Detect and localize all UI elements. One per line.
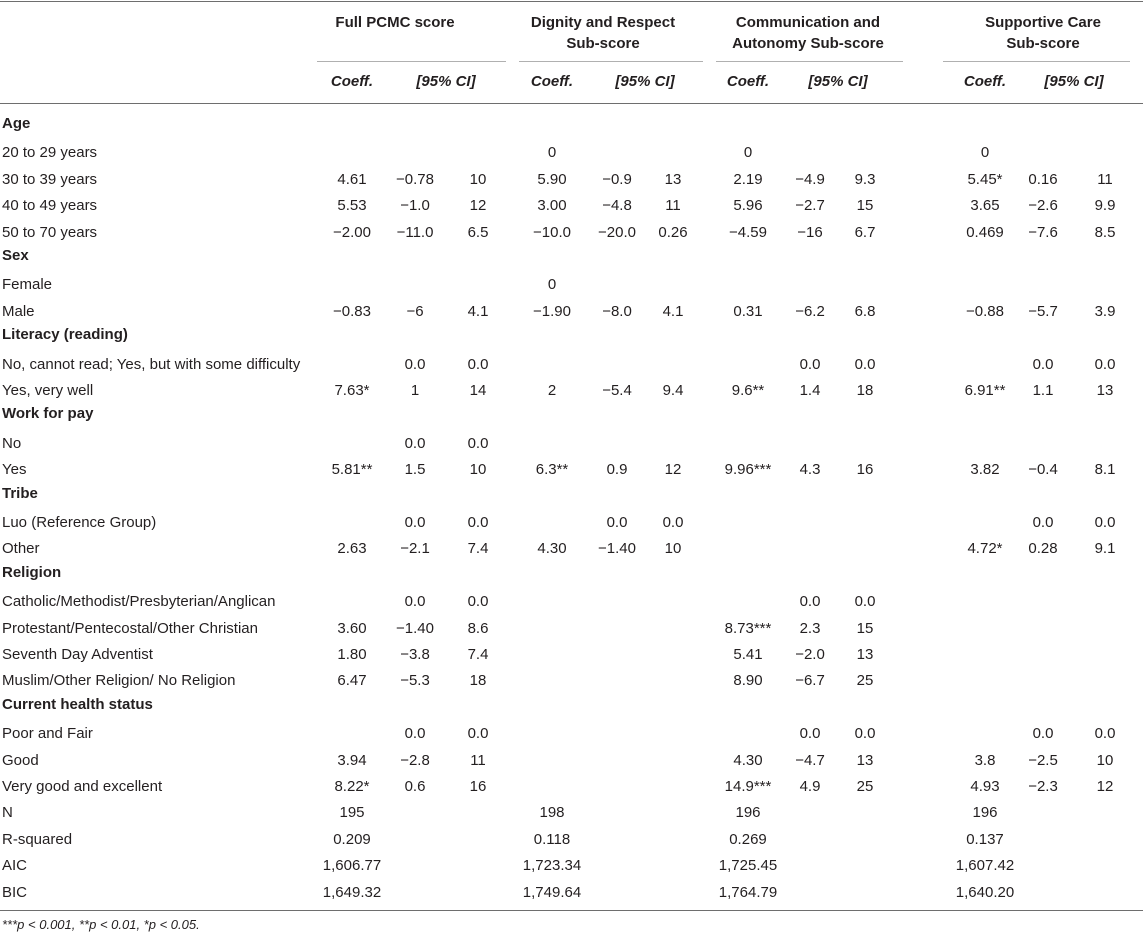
table-cell: −4.59 — [729, 223, 767, 241]
table-cell: 8.90 — [733, 672, 763, 690]
table-cell: 25 — [856, 672, 874, 690]
row-label: N — [2, 804, 13, 822]
table-cell: 0.0 — [404, 434, 426, 452]
table-cell: 0.0 — [467, 355, 489, 373]
group-header-line: Supportive Care — [985, 14, 1101, 31]
section-heading: Religion — [2, 563, 62, 581]
ci-header: [95% CI] — [1044, 73, 1104, 90]
footnote: ***p < 0.001, **p < 0.01, *p < 0.05. — [2, 917, 200, 932]
table-cell: 0.0 — [404, 593, 426, 611]
table-cell: 7.4 — [467, 646, 489, 663]
table-cell: 0.0 — [467, 434, 489, 452]
table-cell: 0.0 — [467, 725, 489, 743]
group-rule — [943, 61, 1130, 62]
table-cell: −0.4 — [1028, 461, 1058, 479]
row-label: 50 to 70 years — [2, 223, 98, 241]
coeff-header: Coeff. — [963, 73, 1007, 90]
table-cell: 195 — [339, 804, 365, 822]
table-cell: −6.2 — [795, 302, 825, 320]
ci-header: [95% CI] — [615, 73, 675, 90]
row-label: 20 to 29 years — [2, 144, 98, 162]
row-label: AIC — [2, 857, 28, 875]
row-label: Muslim/Other Religion/ No Religion — [2, 672, 236, 690]
table-cell: 0.28 — [1028, 540, 1058, 558]
table-cell: 14.9*** — [724, 778, 772, 795]
group-header-line: Dignity and Respect — [530, 14, 676, 31]
table-cell: 9.6** — [731, 382, 765, 399]
table-cell: 9.1 — [1094, 540, 1116, 558]
table-cell: 0.0 — [1094, 355, 1116, 373]
table-cell: 0.0 — [854, 725, 876, 743]
row-label: BIC — [2, 883, 28, 901]
table-cell: 13 — [856, 646, 874, 663]
table-cell: 11 — [470, 751, 486, 769]
table-cell: 12 — [469, 197, 487, 215]
table-cell: 4.30 — [537, 540, 567, 558]
table-cell: 0.0 — [799, 725, 821, 743]
table-cell: 7.63* — [334, 382, 370, 399]
row-label: R-squared — [2, 830, 73, 848]
table-cell: 0.16 — [1028, 170, 1058, 188]
table-cell: 0.0 — [467, 514, 489, 531]
table-cell: 0 — [547, 276, 557, 294]
row-label: Yes, very well — [2, 382, 94, 399]
table-cell: −5.7 — [1028, 302, 1058, 320]
table-cell: 0.26 — [658, 223, 688, 241]
table-cell: 5.81** — [331, 461, 373, 479]
table-cell: 7.4 — [467, 540, 489, 558]
table-cell: 18 — [856, 382, 874, 399]
table-cell: 1,749.64 — [522, 883, 582, 901]
row-label: Yes — [2, 461, 27, 479]
table-cell: 1,607.42 — [955, 857, 1015, 875]
bottom-rule — [0, 910, 1143, 911]
table-cell: 0.0 — [404, 514, 426, 531]
group-header — [493, 12, 713, 54]
table-cell: 0.0 — [467, 593, 489, 611]
section-heading: Current health status — [2, 695, 153, 713]
table-cell: 6.47 — [337, 672, 367, 690]
table-cell: −0.88 — [966, 302, 1004, 320]
coeff-header: Coeff. — [330, 73, 374, 90]
table-cell: −7.6 — [1028, 223, 1058, 241]
section-heading: Work for pay — [2, 405, 94, 423]
table-cell: −1.40 — [396, 619, 434, 637]
table-cell: −2.1 — [400, 540, 430, 558]
table-cell: 10 — [1096, 751, 1114, 769]
table-cell: 5.90 — [537, 170, 567, 188]
group-header-line: Communication and — [735, 14, 881, 31]
table-cell: 3.00 — [537, 197, 567, 215]
table-cell: −20.0 — [598, 223, 636, 241]
top-rule — [0, 1, 1143, 2]
row-label: Seventh Day Adventist — [2, 646, 153, 663]
table-cell: 5.53 — [337, 197, 367, 215]
table-cell: 6.8 — [854, 302, 876, 320]
table-cell: 25 — [856, 778, 874, 795]
group-header-line: Full PCMC score — [335, 14, 455, 31]
table-cell: 0.0 — [854, 355, 876, 373]
table-cell: 6.3** — [535, 461, 569, 479]
table-cell: 1,723.34 — [522, 857, 582, 875]
table-cell: 1.5 — [404, 461, 426, 479]
table-cell: −0.83 — [333, 302, 371, 320]
table-cell: −1.0 — [400, 197, 430, 215]
table-cell: 9.96*** — [724, 461, 772, 479]
table-cell: 9.9 — [1094, 197, 1116, 215]
table-cell: 3.65 — [970, 197, 1000, 215]
table-cell: 8.6 — [467, 619, 489, 637]
table-cell: 4.61 — [337, 170, 367, 188]
table-cell: 4.9 — [799, 778, 821, 795]
table-cell: 2.19 — [733, 170, 763, 188]
ci-header: [95% CI] — [416, 73, 476, 90]
table-cell: −11.0 — [396, 223, 434, 241]
table-cell: 12 — [1096, 778, 1114, 795]
table-cell: 3.9 — [1094, 302, 1116, 320]
table-cell: 0.269 — [729, 830, 767, 848]
table-cell: 4.3 — [799, 461, 821, 479]
table-cell: 0.469 — [966, 223, 1004, 241]
table-cell: 8.73*** — [724, 619, 772, 637]
table-cell: −4.9 — [795, 170, 825, 188]
row-label: Good — [2, 751, 39, 769]
row-label: Protestant/Pentecostal/Other Christian — [2, 619, 258, 637]
section-heading: Sex — [2, 247, 29, 264]
table-cell: −8.0 — [602, 302, 632, 320]
table-cell: −2.3 — [1028, 778, 1058, 795]
table-cell: 0.209 — [333, 830, 371, 848]
row-label: No — [2, 434, 22, 452]
table-cell: 15 — [856, 197, 874, 215]
row-label: Female — [2, 276, 53, 294]
table-cell: 11 — [1097, 170, 1113, 188]
table-cell: 1,725.45 — [718, 857, 778, 875]
table-cell: 5.45* — [967, 170, 1003, 188]
table-cell: 3.60 — [337, 619, 367, 637]
table-cell: −0.78 — [396, 170, 434, 188]
table-cell: 1,649.32 — [322, 883, 382, 901]
table-cell: 0.0 — [404, 725, 426, 743]
table-cell: 3.8 — [974, 751, 996, 769]
table-cell: −5.4 — [602, 382, 632, 399]
table-cell: −10.0 — [533, 223, 571, 241]
table-cell: 5.96 — [733, 197, 763, 215]
table-cell: 1.80 — [337, 646, 367, 663]
table-cell: −2.7 — [795, 197, 825, 215]
table-cell: 0.0 — [404, 355, 426, 373]
table-cell: 6.5 — [467, 223, 489, 241]
table-cell: 3.82 — [970, 461, 1000, 479]
table-cell: 0.0 — [1032, 355, 1054, 373]
table-cell: 0 — [980, 144, 990, 162]
table-cell: 0.137 — [966, 830, 1004, 848]
table-cell: 2.3 — [799, 619, 821, 637]
coeff-header: Coeff. — [530, 73, 574, 90]
table-cell: 0.0 — [1094, 725, 1116, 743]
group-header — [933, 12, 1143, 54]
table-cell: −6.7 — [795, 672, 825, 690]
table-cell: −16 — [797, 223, 823, 241]
table-cell: 0.0 — [606, 514, 628, 531]
table-cell: 6.91** — [964, 382, 1006, 399]
table-cell: 4.93 — [970, 778, 1000, 795]
table-cell: −2.0 — [795, 646, 825, 663]
table-cell: −3.8 — [400, 646, 430, 663]
table-cell: 0 — [547, 144, 557, 162]
ci-header: [95% CI] — [808, 73, 868, 90]
section-heading: Age — [2, 115, 31, 132]
table-cell: 9.3 — [854, 170, 876, 188]
table-cell: −2.5 — [1028, 751, 1058, 769]
table-cell: 4.1 — [662, 302, 684, 320]
row-label: No, cannot read; Yes, but with some difficulty — [2, 355, 301, 373]
table-cell: −4.8 — [602, 197, 632, 215]
group-rule — [317, 61, 506, 62]
coeff-header: Coeff. — [726, 73, 770, 90]
section-heading: Literacy (reading) — [2, 326, 128, 344]
table-cell: 1,606.77 — [322, 857, 382, 875]
row-label: Poor and Fair — [2, 725, 93, 743]
table-cell: 1,764.79 — [718, 883, 778, 901]
group-header-line: Sub-score — [566, 35, 640, 52]
table-cell: 0.31 — [733, 302, 763, 320]
group-rule — [519, 61, 703, 62]
row-label: Very good and excellent — [2, 778, 163, 795]
table-cell: −2.00 — [333, 223, 371, 241]
group-header — [698, 12, 918, 54]
table-cell: 4.72* — [967, 540, 1003, 558]
table-cell: 196 — [972, 804, 998, 822]
row-label: 40 to 49 years — [2, 197, 98, 215]
row-label: Luo (Reference Group) — [2, 514, 157, 531]
table-cell: 15 — [856, 619, 874, 637]
table-cell: 0.6 — [404, 778, 426, 795]
table-cell: −2.8 — [400, 751, 430, 769]
table-cell: −2.6 — [1028, 197, 1058, 215]
table-cell: 6.7 — [854, 223, 876, 241]
table-cell: 8.1 — [1094, 461, 1116, 479]
table-cell: 0.0 — [1094, 514, 1116, 531]
table-cell: −1.90 — [533, 302, 571, 320]
group-header — [285, 12, 505, 33]
table-cell: 2 — [547, 382, 557, 399]
table-cell: 10 — [469, 461, 487, 479]
table-cell: 0 — [743, 144, 753, 162]
table-cell: 0.0 — [1032, 725, 1054, 743]
table-cell: 1.4 — [799, 382, 821, 399]
table-cell: 0.0 — [854, 593, 876, 611]
group-header-line: Autonomy Sub-score — [732, 35, 884, 52]
table-cell: −5.3 — [400, 672, 430, 690]
table-cell: 0.0 — [662, 514, 684, 531]
table-cell: 0.0 — [1032, 514, 1054, 531]
table-cell: −6 — [406, 302, 424, 320]
table-cell: 1,640.20 — [955, 883, 1015, 901]
table-cell: 12 — [664, 461, 682, 479]
table-cell: 1.1 — [1032, 382, 1054, 399]
table-cell: 13 — [664, 170, 682, 188]
table-cell: 0.9 — [606, 461, 628, 479]
table-cell: 9.4 — [662, 382, 684, 399]
table-cell: −1.40 — [598, 540, 636, 558]
table-cell: 5.41 — [733, 646, 763, 663]
row-label: 30 to 39 years — [2, 170, 98, 188]
header-rule — [0, 103, 1143, 104]
table-cell: −4.7 — [795, 751, 825, 769]
table-cell: 2.63 — [337, 540, 367, 558]
table-cell: 0.0 — [799, 355, 821, 373]
table-cell: 16 — [856, 461, 874, 479]
table-cell: 10 — [469, 170, 487, 188]
table-cell: 8.5 — [1094, 223, 1116, 241]
table-cell: 3.94 — [337, 751, 367, 769]
group-rule — [716, 61, 903, 62]
table-cell: 8.22* — [334, 778, 370, 795]
table-cell: −0.9 — [602, 170, 632, 188]
table-cell: 1 — [410, 382, 420, 399]
group-header-line: Sub-score — [1006, 35, 1080, 52]
row-label: Catholic/Methodist/Presbyterian/Anglican — [2, 593, 276, 611]
row-label: Other — [2, 540, 40, 558]
table-cell: 11 — [665, 197, 681, 215]
row-label: Male — [2, 302, 35, 320]
table-cell: 13 — [856, 751, 874, 769]
table-cell: 4.1 — [467, 302, 489, 320]
section-heading: Tribe — [2, 484, 38, 502]
table-cell: 16 — [469, 778, 487, 795]
table-cell: 18 — [469, 672, 487, 690]
table-cell: 4.30 — [733, 751, 763, 769]
table-cell: 0.118 — [533, 830, 571, 848]
table-cell: 10 — [664, 540, 682, 558]
table-cell: 14 — [469, 382, 487, 399]
table-cell: 196 — [735, 804, 761, 822]
table-cell: 198 — [539, 804, 565, 822]
table-cell: 0.0 — [799, 593, 821, 611]
table-cell: 13 — [1096, 382, 1114, 399]
